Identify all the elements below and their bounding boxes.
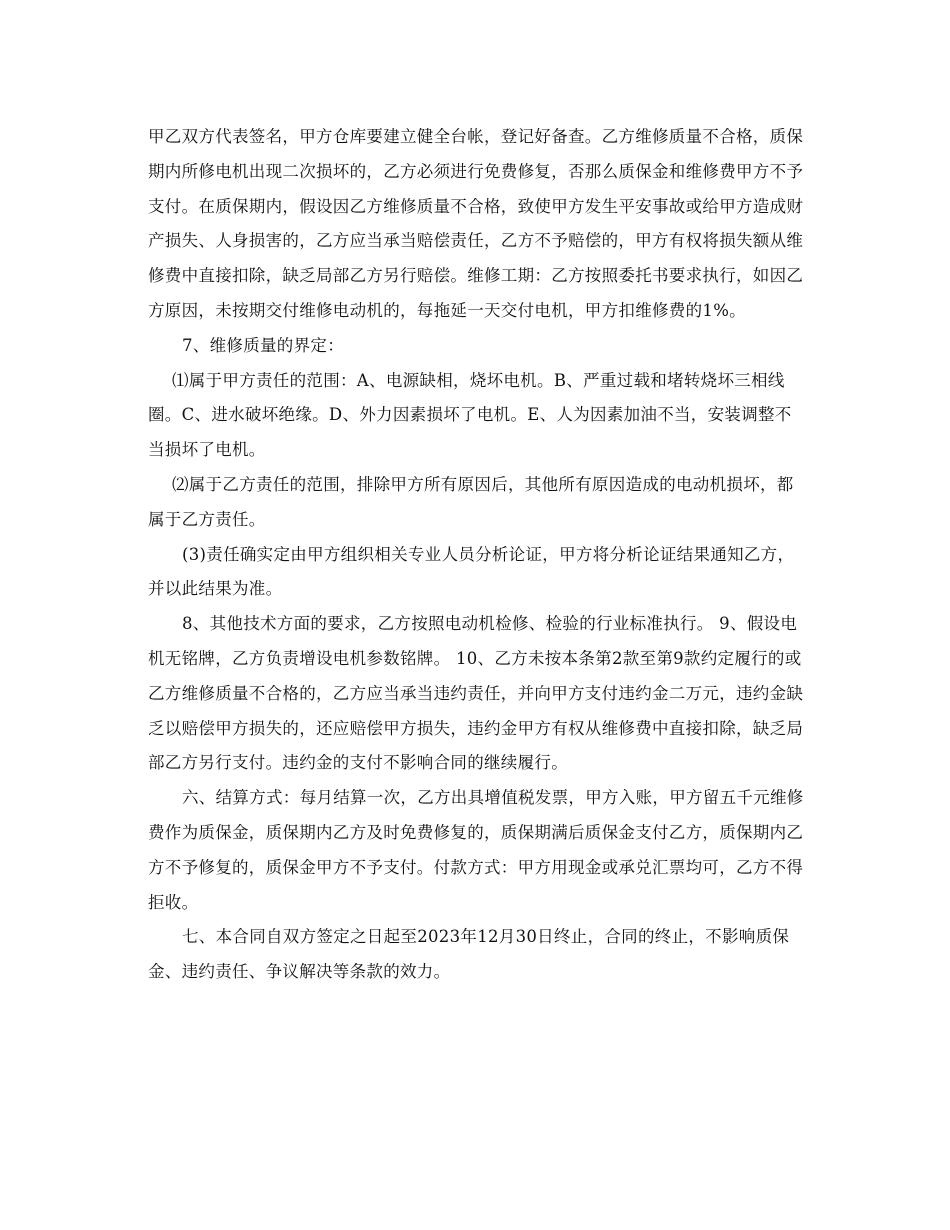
paragraph-technical-requirements: 8、其他技术方面的要求，乙方按照电动机检修、检验的行业标准执行。 9、假设电机无铭牌，乙方负责增设电机参数铭牌。 10、乙方未按本条第2款至第9款约定履行的或乙方维修质量不合格的，乙方应当承当违约责任，并向甲方支付违约金二万元，违约金缺乏以赔偿甲方损失的，还应赔偿甲方损失，违约金甲方有权从维修费中直接扣除，缺乏局部乙方另行支付。违约金的支付不影响合同的继续履行。 bbox=[148, 614, 804, 773]
paragraph-contract-term: 七、本合同自双方签定之日起至2023年12月30日终止，合同的终止，不影响质保金、违约责任、争议解决等条款的效力。 bbox=[148, 927, 790, 982]
paragraph-responsibility-determination: (3)责任确实定由甲方组织相关专业人员分析论证，甲方将分析论证结果通知乙方，并以此结果为准。 bbox=[148, 544, 795, 599]
paragraph-warranty: 甲乙双方代表签名，甲方仓库要建立健全台帐，登记好备查。乙方维修质量不合格，质保期内所修电机出现二次损坏的，乙方必须进行免费修复，否那么质保金和维修费甲方不予支付。在质保期内，假设因乙方维修质量不合格，致使甲方发生平安事故或给甲方造成财产损失、人身损害的，乙方应当承当赔偿责任，乙方不予赔偿的，甲方有权将损失额从维修费中直接扣除，缺乏局部乙方另行赔偿。维修工期：乙方按照委托书要求执行，如因乙方原因，未按期交付维修电动机的，每拖延一天交付电机，甲方扣维修费的1%。 bbox=[148, 127, 804, 320]
document-body bbox=[148, 120, 808, 990]
paragraph-quality-definition-heading: 7、维修质量的界定： bbox=[182, 335, 344, 355]
paragraph-settlement: 六、结算方式：每月结算一次，乙方出具增值税发票，甲方入账，甲方留五千元维修费作为质保金，质保期内乙方及时免费修复的，质保期满后质保金支付乙方，质保期内乙方不予修复的，质保金甲方不予支付。付款方式：甲方用现金或承兑汇票均可，乙方不得拒收。 bbox=[148, 788, 804, 912]
paragraph-party-b-responsibility: ⑵属于乙方责任的范围，排除甲方所有原因后，其他所有原因造成的电动机损坏，都属于乙方责任。 bbox=[148, 474, 794, 529]
paragraph-party-a-responsibility: ⑴属于甲方责任的范围：A、电源缺相，烧坏电机。B、严重过载和堵转烧坏三相线圈。C、进水破坏绝缘。D、外力因素损坏了电机。E、人为因素加油不当，安装调整不当损坏了电机。 bbox=[148, 370, 792, 460]
